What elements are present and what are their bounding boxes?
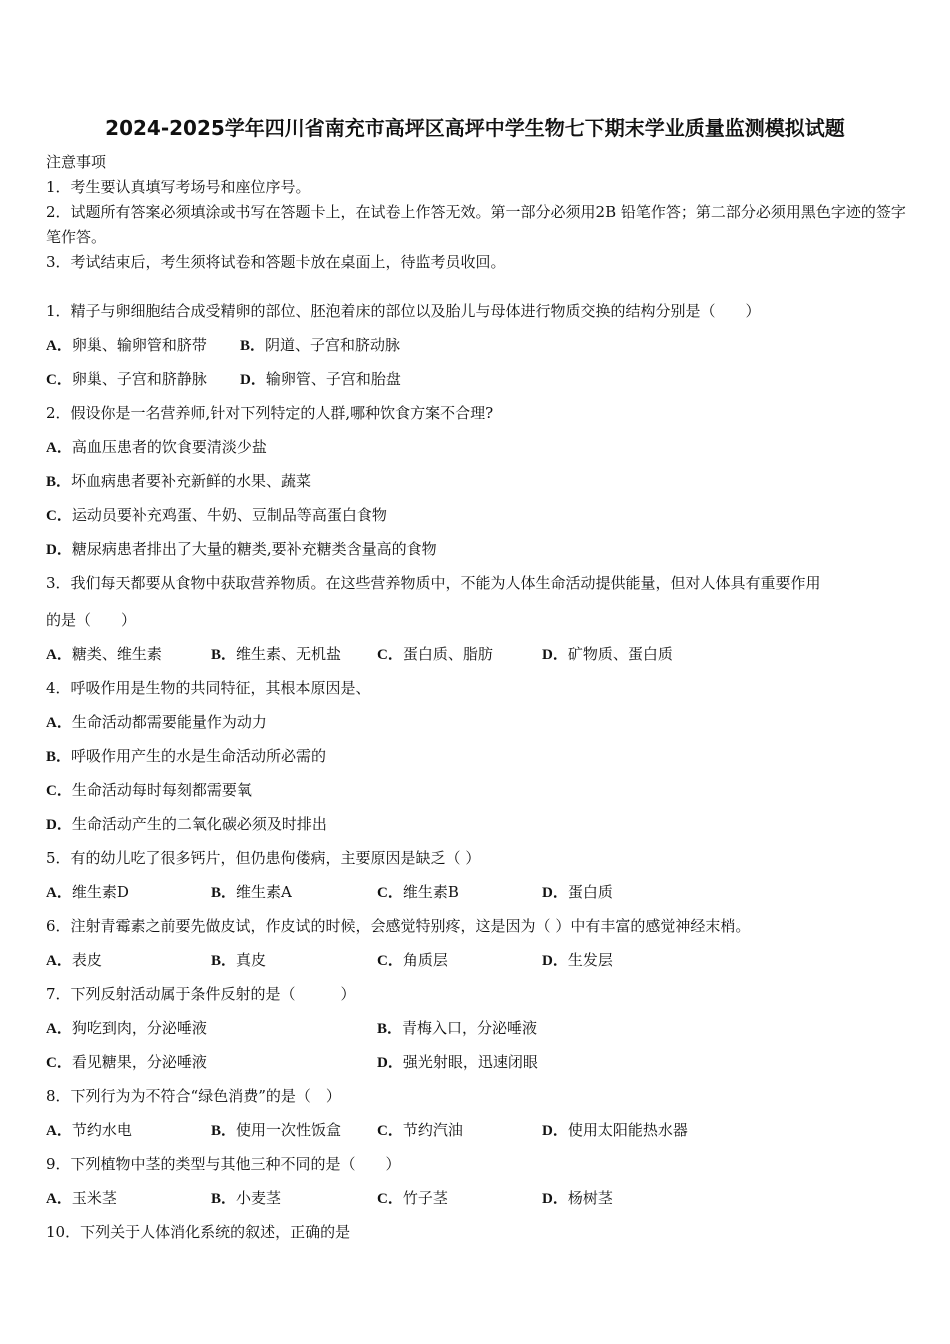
option-c: C．运动员要补充鸡蛋、牛奶、豆制品等高蛋白食物	[46, 506, 387, 524]
option-a: A．高血压患者的饮食要清淡少盐	[46, 438, 267, 456]
option-d: D．糖尿病患者排出了大量的糖类,要补充糖类含量高的食物	[46, 540, 437, 558]
option-d: D．生命活动产生的二氧化碳必须及时排出	[46, 815, 327, 833]
question-stem: 4．呼吸作用是生物的共同特征，其根本原因是、	[46, 679, 371, 697]
option-b: B．坏血病患者要补充新鲜的水果、蔬菜	[46, 472, 312, 490]
option-b: B．维生素、无机盐	[211, 645, 342, 663]
option-a: A．狗吃到肉，分泌唾液	[46, 1019, 207, 1037]
question-stem: 10．下列关于人体消化系统的叙述，正确的是	[46, 1223, 351, 1241]
question-stem: 9．下列植物中茎的类型与其他三种不同的是（ ）	[46, 1155, 401, 1173]
option-c: C．看见糖果，分泌唾液	[46, 1053, 207, 1071]
option-b: B．使用一次性饭盒	[211, 1121, 342, 1139]
option-a: A．维生素D	[46, 883, 129, 901]
option-a: A．玉米茎	[46, 1189, 117, 1207]
question-stem: 5．有的幼儿吃了很多钙片，但仍患佝偻病，主要原因是缺乏（ ）	[46, 849, 481, 867]
question-stem-continued: 的是（ ）	[46, 611, 137, 629]
notice-item: 1．考生要认真填写考场号和座位序号。	[46, 178, 311, 196]
option-b: B．维生素A	[211, 883, 292, 901]
question-stem: 7．下列反射活动属于条件反射的是（ ）	[46, 985, 356, 1003]
option-b: B．小麦茎	[211, 1189, 282, 1207]
question-stem: 3．我们每天都要从食物中获取营养物质。在这些营养物质中，不能为人体生命活动提供能量，但对人体具有重要作用	[46, 574, 821, 592]
option-d: D．蛋白质	[542, 883, 613, 901]
option-d: D．杨树茎	[542, 1189, 613, 1207]
option-c: C．卵巢、子宫和脐静脉	[46, 370, 207, 388]
option-a: A．生命活动都需要能量作为动力	[46, 713, 267, 731]
page-title: 2024-2025学年四川省南充市高坪区高坪中学生物七下期末学业质量监测模拟试题	[105, 116, 845, 140]
question-stem: 2．假设你是一名营养师,针对下列特定的人群,哪种饮食方案不合理?	[46, 404, 494, 422]
option-c: C．节约汽油	[377, 1121, 463, 1139]
question-stem: 8．下列行为为不符合“绿色消费”的是（ ）	[46, 1087, 341, 1105]
option-d: D．使用太阳能热水器	[542, 1121, 688, 1139]
option-a: A．节约水电	[46, 1121, 132, 1139]
option-a: A．糖类、维生素	[46, 645, 162, 663]
notice-item: 3．考试结束后，考生须将试卷和答题卡放在桌面上，待监考员收回。	[46, 253, 506, 271]
option-c: C．蛋白质、脂肪	[377, 645, 493, 663]
option-c: C．竹子茎	[377, 1189, 448, 1207]
notice-item: 2．试题所有答案必须填涂或书写在答题卡上，在试卷上作答无效。第一部分必须用2B 铅笔作答；第二部分必须用黑色字迹的签字笔作答。	[46, 203, 906, 246]
option-a: A．卵巢、输卵管和脐带	[46, 336, 207, 354]
option-d: D．生发层	[542, 951, 613, 969]
option-d: D．强光射眼，迅速闭眼	[377, 1053, 538, 1071]
option-c: C．角质层	[377, 951, 448, 969]
question-stem: 6．注射青霉素之前要先做皮试，作皮试的时候，会感觉特别疼，这是因为（ ）中有丰富的感觉神经末梢。	[46, 917, 751, 935]
option-d: D．输卵管、子宫和胎盘	[240, 370, 401, 388]
option-c: C．维生素B	[377, 883, 459, 901]
option-a: A．表皮	[46, 951, 102, 969]
option-b: B．呼吸作用产生的水是生命活动所必需的	[46, 747, 327, 765]
option-b: B．青梅入口，分泌唾液	[377, 1019, 538, 1037]
option-c: C．生命活动每时每刻都需要氧	[46, 781, 252, 799]
question-stem: 1．精子与卵细胞结合成受精卵的部位、胚泡着床的部位以及胎儿与母体进行物质交换的结构分别是（ ）	[46, 302, 761, 320]
option-d: D．矿物质、蛋白质	[542, 645, 673, 663]
option-b: B．真皮	[211, 951, 267, 969]
option-b: B．阴道、子宫和脐动脉	[240, 336, 401, 354]
notice-heading: 注意事项	[46, 153, 107, 171]
